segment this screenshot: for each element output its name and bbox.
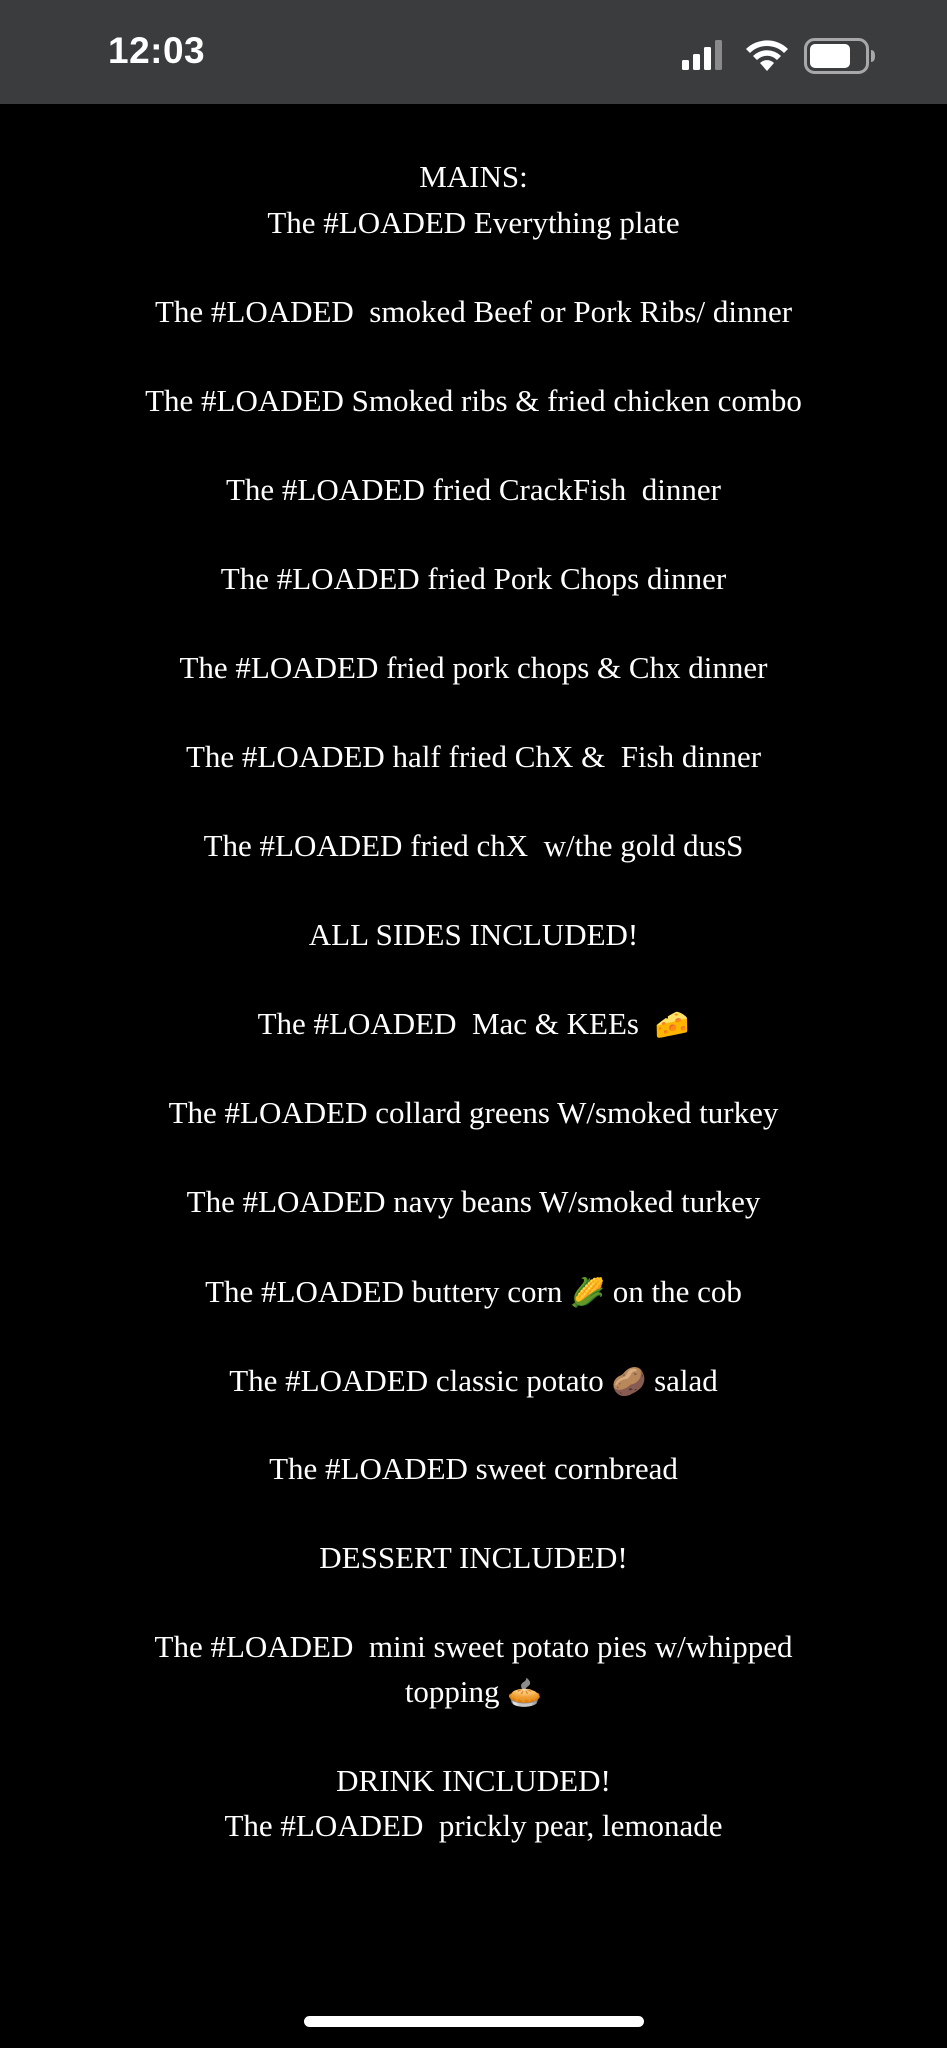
signal-icon: [682, 40, 726, 70]
side-item-text: The #LOADED classic potato: [229, 1363, 604, 1398]
dessert-header: DESSERT INCLUDED!: [319, 1540, 628, 1575]
corn-icon: 🌽: [570, 1276, 605, 1309]
battery-icon: [804, 38, 876, 74]
main-item: The #LOADED half fried ChX & Fish dinner: [185, 739, 762, 774]
dessert-item-line1: The #LOADED mini sweet potato pies w/whipped: [154, 1629, 793, 1664]
dessert-item-text: topping: [404, 1674, 500, 1709]
side-item-potato-salad: [0, 1361, 947, 1402]
mains-header: MAINS:: [419, 159, 528, 194]
pie-icon: 🥧: [507, 1676, 543, 1709]
status-time: 12:03: [108, 30, 206, 71]
side-item-mac: [0, 1004, 947, 1045]
side-item-navy-beans: The #LOADED navy beans W/smoked turkey: [186, 1184, 761, 1219]
potato-icon: 🥔: [611, 1365, 647, 1398]
home-indicator[interactable]: [304, 2016, 644, 2027]
drink-item: The #LOADED prickly pear, lemonade: [224, 1808, 723, 1843]
side-item-text: on the cob: [612, 1274, 742, 1309]
drink-header: DRINK INCLUDED!: [336, 1763, 611, 1798]
main-item: The #LOADED fried Pork Chops dinner: [220, 561, 727, 596]
side-item-collards: The #LOADED collard greens W/smoked turkey: [168, 1095, 779, 1130]
side-item-text: The #LOADED Mac & KEEs: [257, 1006, 639, 1041]
main-item: The #LOADED smoked Beef or Pork Ribs/ dinner: [154, 294, 793, 329]
cheese-icon: 🧀: [654, 1008, 690, 1041]
side-item-text: The #LOADED buttery corn: [205, 1274, 563, 1309]
dessert-item-line2: [0, 1672, 947, 1713]
wifi-icon: [744, 38, 790, 72]
side-item-text: salad: [654, 1363, 718, 1398]
main-item: The #LOADED Smoked ribs & fried chicken combo: [145, 383, 802, 418]
main-item: The #LOADED fried pork chops & Chx dinner: [179, 650, 768, 685]
main-item: The #LOADED fried CrackFish dinner: [225, 472, 722, 507]
side-item-corn: [0, 1272, 947, 1313]
status-bar: [0, 0, 947, 104]
side-item-cornbread: The #LOADED sweet cornbread: [269, 1451, 678, 1486]
sides-header: ALL SIDES INCLUDED!: [308, 917, 639, 952]
main-item: The #LOADED fried chX w/the gold dusS: [203, 828, 744, 863]
main-item: The #LOADED Everything plate: [267, 205, 680, 240]
